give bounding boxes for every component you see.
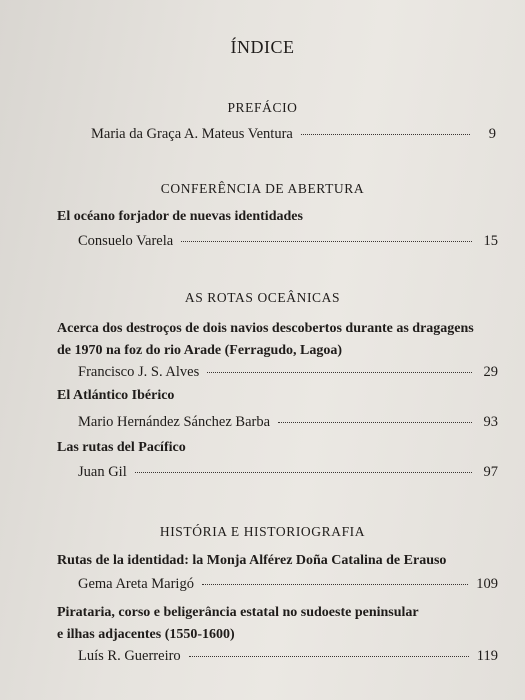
entry-page-number: 97 <box>483 464 498 480</box>
entry-author: Mario Hernández Sánchez Barba <box>78 414 271 430</box>
toc-entry <box>78 233 498 250</box>
entry-page-number: 119 <box>476 648 498 664</box>
entry-author: Juan Gil <box>78 464 127 480</box>
dot-leader <box>301 134 470 135</box>
entry-page-number: 93 <box>483 414 498 430</box>
toc-entry <box>78 464 498 481</box>
toc-entry <box>78 576 498 593</box>
toc-entry <box>91 126 496 143</box>
entry-title-line: e ilhas adjacentes (1550-1600) <box>57 627 235 642</box>
entry-author: Francisco J. S. Alves <box>78 364 200 380</box>
page-title: ÍNDICE <box>230 37 295 57</box>
entry-title: El Atlántico Ibérico <box>57 388 175 403</box>
section-heading-historia: HISTÓRIA E HISTORIOGRAFIA <box>159 524 366 539</box>
section-heading-conferencia: CONFERÊNCIA DE ABERTURA <box>160 181 365 196</box>
toc-entry <box>78 364 498 381</box>
dot-leader <box>202 584 468 585</box>
toc-entry <box>78 414 498 431</box>
entry-page-number: 109 <box>476 576 498 592</box>
dot-leader <box>181 241 472 242</box>
entry-author: Consuelo Varela <box>78 233 174 249</box>
section-heading-prefacio: PREFÁCIO <box>227 100 298 115</box>
entry-page-number: 15 <box>483 233 498 249</box>
entry-author: Maria da Graça A. Mateus Ventura <box>91 126 293 142</box>
dot-leader <box>278 422 472 423</box>
entry-title-line: de 1970 na foz do rio Arade (Ferragudo, Lagoa) <box>57 343 343 358</box>
entry-title: Rutas de la identidad: la Monja Alférez Doña Catalina de Erauso <box>57 553 447 568</box>
toc-entry <box>78 648 498 665</box>
entry-author: Gema Areta Marigó <box>78 576 194 592</box>
entry-title-line: Acerca dos destroços de dois navios descobertos durante as dragagens <box>57 321 474 336</box>
dot-leader <box>135 472 472 473</box>
entry-title <box>57 318 497 362</box>
dot-leader <box>189 656 469 657</box>
entry-author: Luís R. Guerreiro <box>78 648 181 664</box>
entry-title: Las rutas del Pacífico <box>57 440 186 455</box>
entry-title <box>57 602 497 646</box>
entry-page-number: 29 <box>483 364 498 380</box>
entry-page-number: 9 <box>488 126 496 142</box>
section-heading-rotas: AS ROTAS OCEÂNICAS <box>184 290 341 305</box>
entry-title: El océano forjador de nuevas identidades <box>57 209 303 224</box>
entry-title-line: Pirataria, corso e beligerância estatal no sudoeste peninsular <box>57 605 419 620</box>
dot-leader <box>207 372 472 373</box>
